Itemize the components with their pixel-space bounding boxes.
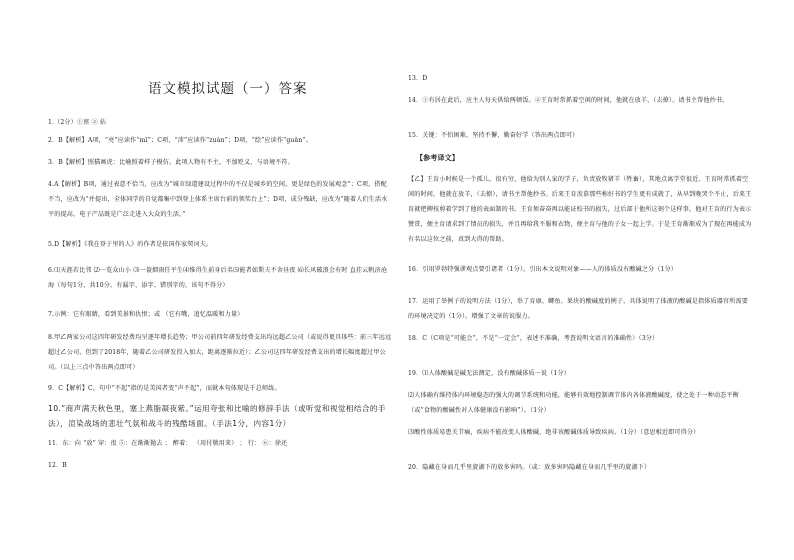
- answer-q3: 3．B【解析】照猫画虎：比喻照着样子模仿。此项人物有不主，不加贬义，与语境不符。: [48, 159, 294, 166]
- answer-q10: 10.“商声满天秋色里，塞上燕脂凝夜紫。”运用夸张和比喻的修辞手法（或听觉和视觉相结合的手法），渲染战场的悲壮气氛和战斗的残酷场面。（手法1分，内容1分）: [48, 404, 386, 428]
- answer-q11: 11．东：向 “放” 穿：很 ⑤：在渐渐抛去 ； 醉着： （用付敬用来） ； 行： ⑥：徐还: [48, 440, 288, 447]
- answer-q2: 2．B【解析】A项，“亮”应读作“mī”；C项，“沛”应读作“zuàn”；D项，“绘”应读作“guǎn”。: [48, 137, 312, 144]
- answer-q5: 5.D【解析】《我在登于里的人》的作者是依国作家契诃夫。: [48, 241, 213, 248]
- answer-q19-part2: ⑵人体确有维持体内环境稳态的强大的调节系统和功能，能够有效地控制调节体内各体液酸碱度，使之处于一种动态平衡（或“食物的酸碱性对人体健康没有影响”）。（1分）: [408, 392, 739, 414]
- answer-q15: 15．关键：不怕困难，坚持不懈，勤奋好学（答出两点即可）: [408, 132, 579, 139]
- answer-q6: 6.⑴天涯若比邻 ⑵一览众山小 ⑶一蓑烟雨任平生⑷惟得生前身后名⑸能者如斯夫不舍昼夜 ⑹长风破浪会有时 直挂云帆济沧海（每句1分，共10分。有漏字、添字、错别字的，该句不得分）: [48, 267, 388, 289]
- answer-q1: 1.（2分）①禀 ② 拈: [48, 119, 107, 126]
- answer-q12: 12．B: [48, 462, 67, 469]
- right-column: [408, 0, 752, 560]
- answer-q8: 8.甲乙两家公司这四年研发经费均呈逐年增长趋势；甲公司前四年研发经费支出均远超乙公司（或说得更具体些：前三年远远超过乙公司，但到了2018年，随着乙公司研发投入加大，距离逐渐拉近）；乙公司这四年研发经费支出的增长幅度超过甲公司。（以上三点中答出两点即可）: [48, 334, 392, 371]
- reference-translation-heading: 【参考译文】: [416, 153, 459, 162]
- answer-q14: 14．①有居在此后，应主人每天供给两顿饭。②王育时常抓着空闲的时间，他就在放羊，（去撩）。请书主帮他抄书。: [408, 97, 729, 104]
- answer-q20: 20．隐藏在身而几乎里旋湖下的放多害吗。（或：放多害吗隐藏在身而几乎里的旋湖下）: [408, 464, 651, 471]
- document-title: 语文模拟试题（一）答案: [148, 81, 308, 97]
- answer-q19-part3: ⑶酸性体质易患关节痛，疾病不能改变人体酸碱，绝非该酸碱体质导致疾病。（1分）（意思相近即可得分）: [408, 429, 700, 436]
- left-column: [48, 0, 393, 560]
- answer-q9: 9．C【解析】C，句中“不起”指的是美国者变“声不起”，而就本句体现是千总师练。: [48, 385, 281, 392]
- answer-q17: 17．运用了举例子的说明方法（1分），举了育康、鲫鱼、果块的酸碱度的例子，具体说明了体液的酸碱是指体质器官所需要的环境决定的（1分）。增强了文章的说服力。: [408, 298, 748, 320]
- answer-q19-part1: 19．⑴人体酸碱是碱无法测定，没有酸碱体质一说（1分）: [408, 370, 570, 377]
- answer-q18: 18．C（C项是“可能会”，不是“一定会”，表述不准确，考查说明文语言的准确性）（3分）: [408, 335, 659, 342]
- answer-q16: 16．引用罗勃特强谬观点要引诸者（1分）。引出本文说明对象——人的体质没有酸碱之分（1分）: [408, 266, 678, 273]
- answer-q7: 7.示例：它有眼睛，看到美景和仇恨；或 （它有嘴，追忆温暖和力量）: [48, 311, 244, 318]
- answer-q13: 13．D: [408, 75, 428, 82]
- answer-q4: 4.A【解析】B项，通过表意不恰当，应改为“城市绿道建设过程中的不仅是城乡的空间，更是绿色的发展观念”；C项，搭配不当，应改为“并提出，全体同学的自觉都集中到登上体系主席台前的领奖台上”；D项，成分残缺，应改为“随着人们生活水平的提高，电子产品既是广泛走进入大众的生活。”: [48, 181, 388, 218]
- reference-translation-text: 【乙】王育小时候是一个孤儿，很有穷，他给为别人家的学子，负责放牧猪羊（牲畜），其地点离学堂很近。王育时常抓着空闲的时间，他就在放羊，（去撩），请书主帮他抄书。后来王育羡慕那些称好书的学生更有成就了，从早到晚哭个不止，后来王育就把柳枝剪着学到了他的表面制的书。王育须奋奋再以能证校书的损失，过后部于他所这刻个这样事，他对王育的行为表示赞赏，便主育请求到了情员的损失，并且再给我不服和衣物，便主育与他的子女一起上学。于是王育渐渐成为了现在再能成为有名以这位之前，真到大得的帮助。: [408, 176, 752, 243]
